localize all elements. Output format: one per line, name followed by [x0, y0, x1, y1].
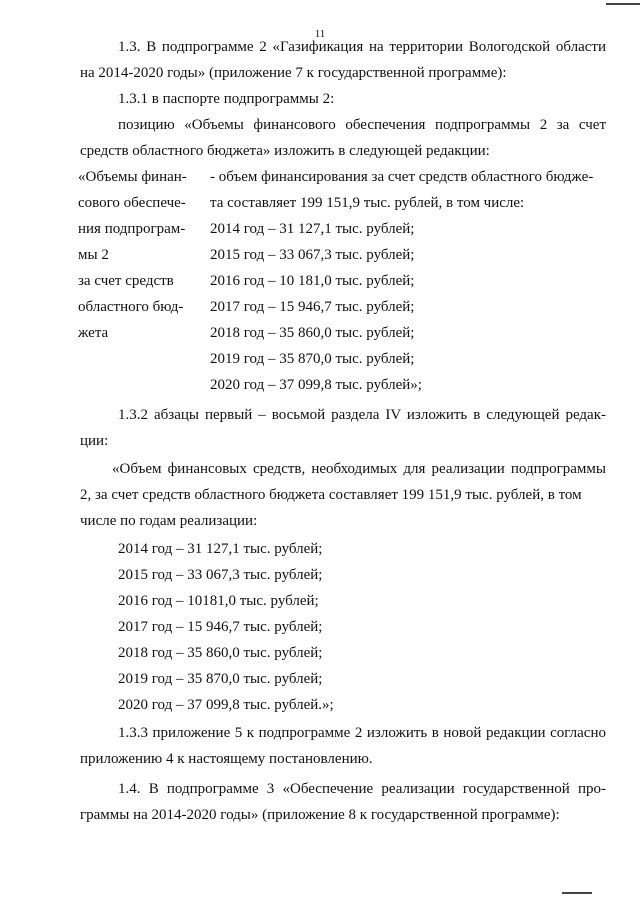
table-left-line: ния подпрограм-: [78, 221, 186, 237]
table-left-line: жета: [78, 325, 109, 341]
paragraph-position-line-1: позицию «Объемы финансового обеспечения подпрограммы 2 за счет: [118, 117, 606, 133]
paragraph-1-3-3-line-2: приложению 4 к настоящему постановлению.: [80, 751, 373, 767]
table-right-line: 2016 год – 10 181,0 тыс. рублей;: [210, 273, 415, 289]
table-left-line: сового обеспече-: [78, 195, 186, 211]
paragraph-1-3-line-2: на 2014-2020 годы» (приложение 7 к государственной программе):: [80, 65, 507, 81]
paragraph-funds-line-3: числе по годам реализации:: [80, 513, 258, 529]
table-left-line: областного бюд-: [78, 299, 184, 315]
year-line: 2020 год – 37 099,8 тыс. рублей.»;: [118, 697, 334, 713]
paragraph-1-3-2-line-1: 1.3.2 абзацы первый – восьмой раздела IV изложить в следующей редак-: [118, 407, 606, 423]
paragraph-position-line-2: средств областного бюджета» изложить в следующей редакции:: [80, 143, 490, 159]
table-right-line: 2020 год – 37 099,8 тыс. рублей»;: [210, 377, 422, 393]
paragraph-1-3-line-1: 1.3. В подпрограмме 2 «Газификация на территории Вологодской области: [118, 39, 606, 55]
paragraph-1-4-line-2: граммы на 2014-2020 годы» (приложение 8 к государственной программе):: [80, 807, 560, 823]
paragraph-1-4-line-1: 1.4. В подпрограмме 3 «Обеспечение реализации государственной про-: [118, 781, 606, 797]
year-line: 2015 год – 33 067,3 тыс. рублей;: [118, 567, 323, 583]
year-line: 2019 год – 35 870,0 тыс. рублей;: [118, 671, 323, 687]
scan-mark-bottom: [562, 892, 592, 894]
table-right-line: та составляет 199 151,9 тыс. рублей, в том числе:: [210, 195, 525, 211]
paragraph-funds-line-1: «Объем финансовых средств, необходимых для реализации подпрограммы: [112, 461, 606, 477]
paragraph-1-3-1: 1.3.1 в паспорте подпрограммы 2:: [118, 91, 335, 107]
table-right-line: 2018 год – 35 860,0 тыс. рублей;: [210, 325, 415, 341]
table-right-line: 2015 год – 33 067,3 тыс. рублей;: [210, 247, 415, 263]
table-right-line: - объем финансирования за счет средств областного бюдже-: [210, 169, 594, 185]
page-number: 11: [314, 28, 326, 40]
table-left-line: за счет средств: [78, 273, 174, 289]
paragraph-1-3-3-line-1: 1.3.3 приложение 5 к подпрограмме 2 изложить в новой редакции согласно: [118, 725, 606, 741]
year-line: 2016 год – 10181,0 тыс. рублей;: [118, 593, 319, 609]
year-line: 2018 год – 35 860,0 тыс. рублей;: [118, 645, 323, 661]
paragraph-1-3-2-line-2: ции:: [80, 433, 109, 449]
year-line: 2017 год – 15 946,7 тыс. рублей;: [118, 619, 323, 635]
table-left-line: мы 2: [78, 247, 109, 263]
table-right-line: 2017 год – 15 946,7 тыс. рублей;: [210, 299, 415, 315]
paragraph-funds-line-2: 2, за счет средств областного бюджета составляет 199 151,9 тыс. рублей, в том: [80, 487, 582, 503]
table-right-line: 2014 год – 31 127,1 тыс. рублей;: [210, 221, 415, 237]
table-left-line: «Объемы финан-: [78, 169, 187, 185]
scan-mark-top: [606, 3, 640, 5]
table-right-line: 2019 год – 35 870,0 тыс. рублей;: [210, 351, 415, 367]
year-line: 2014 год – 31 127,1 тыс. рублей;: [118, 541, 323, 557]
